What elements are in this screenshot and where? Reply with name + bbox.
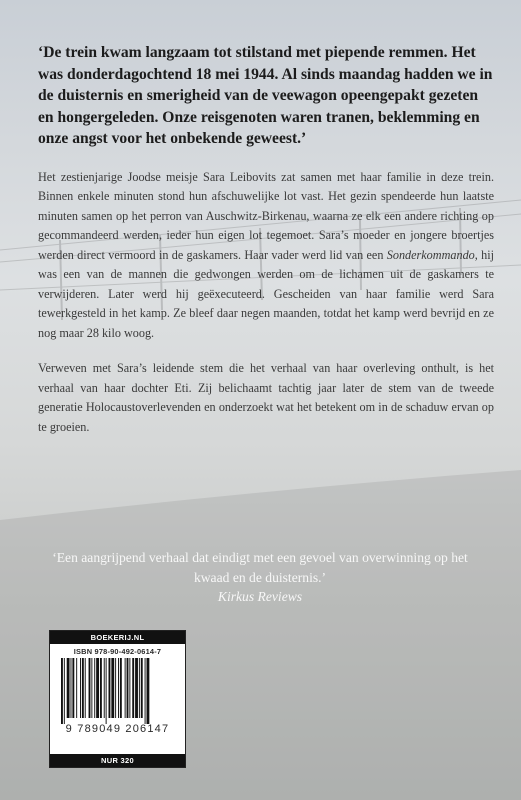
synopsis-text-1a: Het zestienjarige Joodse meisje Sara Leibovits zat samen met haar familie in deze trein. Binnen enkele minuten stond hun afschuwelijke lot vast. Het gezin spendeerde hun laatste minuten samen op het perron van Auschwitz-Birkenau, waarna ze elk een andere richting op gecommandeerd werden, ieder hun eigen lot tegemoet. Sara’s moeder en jongere broertjes werden direct vermoord in de gaskamers. Haar vader werd lid van een: [38, 169, 494, 262]
barcode-bar: [99, 658, 101, 718]
barcode-bar: [129, 658, 130, 718]
barcode-bar: [61, 658, 63, 724]
back-cover-text: [38, 42, 494, 453]
review-source: Kirkus Reviews: [217, 589, 303, 604]
barcode-bars: [59, 658, 177, 724]
isbn-label: ISBN 978-90-492-0614-7: [73, 647, 162, 656]
barcode-bar: [80, 658, 81, 718]
barcode-bar: [124, 658, 125, 718]
barcode-bar: [132, 658, 134, 718]
sonderkommando-term: Sonderkommando: [386, 247, 475, 262]
barcode-bar: [105, 658, 106, 724]
barcode-bar: [94, 658, 95, 718]
synopsis-text-1b: , hij was een van de mannen die gedwongen werden om de lichamen uit de gaskamers te verwijderen. Later werd hij geëxecuteerd. Gescheiden van haar familie werd Sara tewerkgesteld in het kamp. Ze bleef daar negen maanden, totdat het kamp werd bevrijd en ze nog maar 28 kilo woog.: [38, 247, 494, 340]
ean-number: 9 789049 206147: [65, 723, 170, 735]
barcode-bar: [91, 658, 92, 718]
barcode-bar: [103, 658, 104, 718]
barcode-bar: [81, 658, 83, 718]
synopsis-paragraph-1: [38, 168, 494, 344]
barcode-bar: [108, 658, 110, 718]
barcode-bar: [66, 658, 69, 718]
barcode-panel: [49, 630, 186, 768]
barcode-bar: [88, 658, 90, 718]
barcode-bar: [63, 658, 64, 724]
barcode-bar: [96, 658, 99, 718]
nur-label: NUR 320: [50, 754, 185, 767]
barcode-bar: [126, 658, 128, 718]
intro-quote: ‘De trein kwam langzaam tot stilstand met piepende remmen. Het was donderdagochtend 18 mei 1944. Al sinds maandag hadden we in de duisternis en smerigheid van de veewagon opeengepakt gezeten en hongergeleden. Onze reisgenoten waren tranen, beklemming en onze angst voor het onbekende geweest.’: [38, 44, 493, 147]
barcode-bar: [72, 658, 74, 718]
barcode-bar: [115, 658, 116, 718]
barcode-bar: [146, 658, 149, 724]
barcode-bar: [111, 658, 114, 718]
barcode-bar: [70, 658, 71, 718]
barcode-bar: [118, 658, 119, 718]
barcode-bar: [76, 658, 77, 718]
barcode-bar: [138, 658, 139, 718]
review-block: [40, 548, 480, 607]
barcode-bar: [140, 658, 142, 718]
synopsis-paragraph-2: Verweven met Sara’s leidende stem die het verhaal van haar overleving onthult, is het verhaal van haar dochter Eti. Zij belichaamt tachtig jaar later de stem van de tweede generatie Holocaustoverlevenden en onderzoekt wat het betekent om in de schaduw ervan op te groeien.: [38, 361, 494, 434]
barcode-bar: [119, 658, 121, 718]
barcode-bar: [135, 658, 138, 718]
barcode-bar: [84, 658, 85, 718]
barcode-bar: [144, 658, 145, 724]
publisher-label: BOEKERIJ.NL: [50, 631, 185, 644]
review-quote: ‘Een aangrijpend verhaal dat eindigt met een gevoel van overwinning op het kwaad en de duisternis.’: [52, 550, 468, 585]
